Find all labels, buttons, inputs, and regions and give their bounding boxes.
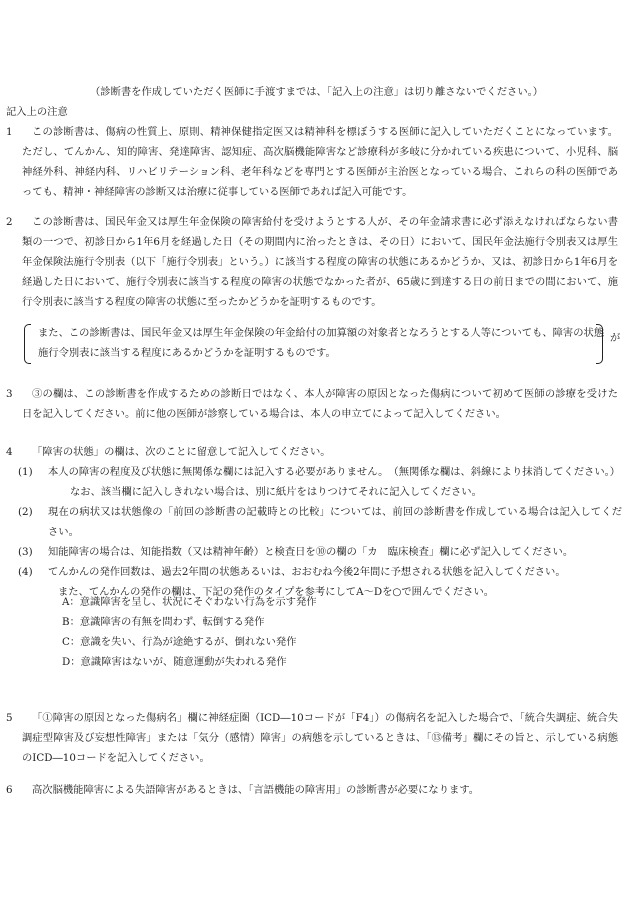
note-number: 3 xyxy=(6,388,13,400)
item-number: (2) xyxy=(18,506,33,518)
note-4-items xyxy=(18,462,622,602)
seizure-type-a: A：意識障害を呈し、状況にそぐわない行為を示す発作 xyxy=(62,596,317,608)
list-item xyxy=(18,462,622,502)
note-2 xyxy=(6,212,618,312)
note-number: 4 xyxy=(6,446,13,458)
bracketed-text xyxy=(38,323,605,363)
seizure-types xyxy=(62,592,317,672)
item-text: 本人の障害の程度及び状態に無関係な欄には記入する必要がありません。 （無関係な欄は、斜線により抹消してください。） xyxy=(48,466,621,478)
seizure-type-c: C：意識を失い、行為が途絶するが、倒れない発作 xyxy=(62,636,297,648)
note-text: 高次脳機能障害による失語障害があるときは、「言語機能の障害用」の診断書が必要になります。 xyxy=(32,784,480,796)
note-1 xyxy=(6,122,618,202)
note-text: この診断書は、国民年金又は厚生年金保険の障害給付を受けようとする人が、その年金請求書に必ず添えなければならない書類の一つで、初診日から1年6月を経過した日（その期間内に治ったときは、その日）において、国民年金法施行令別表又は厚生年金保険法施行令別表（以下「施行令別表」という。）に該当する程度の障害の状態にあるかどうか、又は、初診日から1年6月を経過した日において、施行令別表に該当する程度の障害の状態でなかった者が、65歳に到達する日の前日までの間において、施行令別表に該当する程度の障害の状態に至ったかどうかを証明するものです。 xyxy=(22,216,618,308)
note-number: 1 xyxy=(6,126,13,138)
note-3 xyxy=(6,384,618,424)
item-text: てんかんの発作回数は、過去2年間の状態あるいは、おおむね今後2年間に予想される状態を記入してください。 xyxy=(48,566,566,578)
item-number: (3) xyxy=(18,546,33,558)
bracketed-line-2: 施行令別表に該当する程度にあるかどうかを証明するものです。 xyxy=(38,347,336,359)
seizure-type-b: B：意識障害の有無を問わず、転倒する発作 xyxy=(62,616,265,628)
item-number: (4) xyxy=(18,566,33,578)
note-text: 「障害の状態」の欄は、次のことに留意して記入してください。 xyxy=(32,446,331,458)
note-number: 5 xyxy=(6,712,13,724)
note-5 xyxy=(6,708,618,768)
bracketed-line-1: また、この診断書は、国民年金又は厚生年金保険の年金給付の加算額の対象者となろうとする人等についても、障害の状態 xyxy=(38,327,605,339)
item-subtext: なお、該当欄に記入しきれない場合は、別に紙片をはりつけてそれに記入してください。 xyxy=(70,486,482,498)
note-number: 6 xyxy=(6,784,13,796)
item-text: 現在の病状又は状態像の「前回の診断書の記載時との比較」については、前回の診断書を作成している場合は記入してください。 xyxy=(48,506,622,538)
seizure-type-d: D：意識障害はないが、随意運動が失われる発作 xyxy=(62,656,287,668)
item-number: (1) xyxy=(18,466,33,478)
note-text: ③の欄は、この診断書を作成するための診断日ではなく、本人が障害の原因となった傷病について初めて医師の診療を受けた日を記入してください。前に他の医師が診察している場合は、本人の申立てによって記入してください。 xyxy=(22,388,618,420)
note-4 xyxy=(6,442,618,462)
item-subtext: また、てんかんの発作の欄は、下記の発作のタイプを参考にしてA～Dを○で囲んでください。 xyxy=(58,586,495,598)
note-text: 「①障害の原因となった傷病名」欄に神経症圏（ICD―10コードが「F4」）の傷病名を記入した場合で、「統合失調症、統合失調症型障害及び妄想性障害」または「気分（感情）障害」の病態を示しているときは、「⑬備考」欄にその旨と、示している病態のICD―10コードを記入してください。 xyxy=(22,712,618,764)
detach-notice: （診断書を作成していただく医師に手渡すまでは、「記入上の注意」は切り離さないでください。） xyxy=(90,86,544,98)
list-item xyxy=(18,542,622,562)
right-bracket xyxy=(596,324,603,364)
note-number: 2 xyxy=(6,216,13,228)
bracket-continuation: が xyxy=(610,332,621,344)
item-text: 知能障害の場合は、知能指数（又は精神年齢）と検査日を⑩の欄の「カ 臨床検査」欄に必ず記入してください。 xyxy=(48,546,574,558)
list-item xyxy=(18,502,622,542)
note-6 xyxy=(6,780,618,800)
section-heading: 記入上の注意 xyxy=(6,106,68,118)
note-text: この診断書は、傷病の性質上、原則、精神保健指定医又は精神科を標ぼうする医師に記入していただくことになっています。ただし、てんかん、知的障害、発達障害、認知症、高次脳機能障害など診療科が多岐に分かれている疾患について、小児科、脳神経外科、神経内科、リハビリテーション科、老年科などを専門とする医師が主治医となっている場合、これらの科の医師であっても、精神・神経障害の診断又は治療に従事している医師であれば記入可能です。 xyxy=(22,126,618,198)
bracketed-note xyxy=(24,322,628,368)
left-bracket xyxy=(24,324,31,364)
